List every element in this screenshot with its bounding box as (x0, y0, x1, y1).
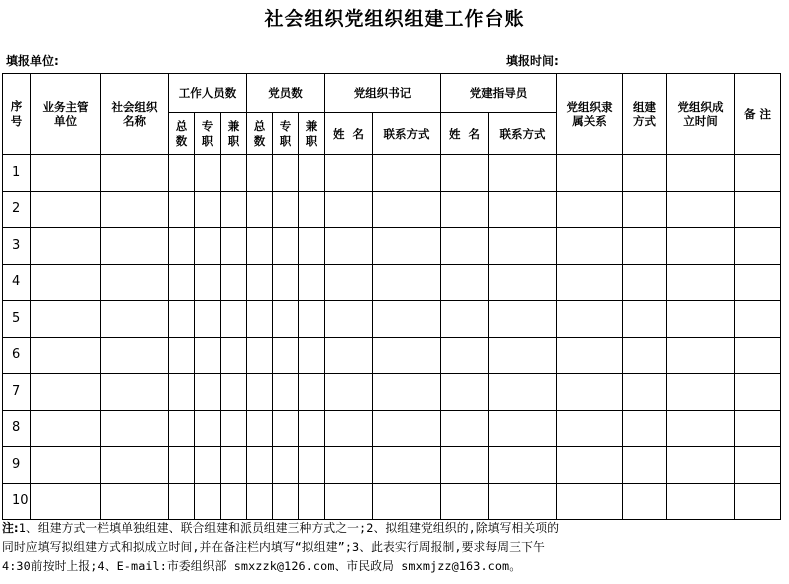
table-cell[interactable] (373, 374, 441, 411)
table-cell[interactable] (623, 410, 667, 447)
table-cell[interactable] (735, 155, 781, 192)
table-cell[interactable] (489, 301, 557, 338)
table-cell[interactable] (667, 374, 735, 411)
header-remarks: 备 注 (735, 74, 781, 155)
table-cell[interactable] (31, 264, 101, 301)
footnote-line-3: 4:30前按时上报;4、E-mail:市委组织部 smxzzk@126.com、市民政局 smxmjzz@163.com。 (2, 559, 522, 573)
table-cell[interactable] (325, 264, 373, 301)
row-seq: 10 (3, 483, 31, 520)
table-cell[interactable] (373, 301, 441, 338)
row-seq: 3 (3, 228, 31, 265)
header-staff-count: 工作人员数 (169, 74, 247, 113)
table-cell[interactable] (489, 483, 557, 520)
table-cell[interactable] (623, 301, 667, 338)
table-cell[interactable] (169, 410, 195, 447)
table-cell[interactable] (299, 301, 325, 338)
table-cell[interactable] (667, 191, 735, 228)
table-cell[interactable] (169, 228, 195, 265)
table-cell[interactable] (325, 483, 373, 520)
table-cell[interactable] (623, 155, 667, 192)
table-cell[interactable] (735, 410, 781, 447)
table-cell[interactable] (31, 410, 101, 447)
table-cell[interactable] (325, 155, 373, 192)
table-cell[interactable] (299, 374, 325, 411)
table-cell[interactable] (221, 337, 247, 374)
table-cell[interactable] (169, 374, 195, 411)
footnote (2, 519, 784, 576)
table-cell[interactable] (325, 228, 373, 265)
table-cell[interactable] (489, 191, 557, 228)
table-cell[interactable] (667, 410, 735, 447)
fill-unit-label: 填报单位: (6, 54, 59, 68)
table-cell[interactable] (101, 447, 169, 484)
footnote-line-1 (2, 519, 784, 538)
table-cell[interactable] (623, 264, 667, 301)
row-seq: 1 (3, 155, 31, 192)
table-cell[interactable] (247, 264, 273, 301)
table-cell[interactable] (667, 301, 735, 338)
footnote-line-2: 同时应填写拟组建方式和拟成立时间,并在备注栏内填写“拟组建”;3、此表实行周报制,要求每周三下午 (2, 540, 545, 554)
table-cell[interactable] (325, 191, 373, 228)
table-cell[interactable] (667, 337, 735, 374)
table-cell[interactable] (557, 191, 623, 228)
table-cell[interactable] (221, 483, 247, 520)
table-cell[interactable] (247, 228, 273, 265)
table-row (3, 155, 781, 192)
fill-time-label: 填报时间: (506, 54, 559, 68)
table-cell[interactable] (441, 155, 489, 192)
row-seq: 8 (3, 410, 31, 447)
table-cell[interactable] (735, 337, 781, 374)
table-cell[interactable] (489, 155, 557, 192)
table-cell[interactable] (735, 301, 781, 338)
table-cell[interactable] (557, 410, 623, 447)
table-cell[interactable] (221, 264, 247, 301)
table-cell[interactable] (169, 301, 195, 338)
table-cell[interactable] (623, 483, 667, 520)
table-cell[interactable] (667, 447, 735, 484)
table-cell[interactable] (325, 447, 373, 484)
table-cell[interactable] (221, 410, 247, 447)
row-seq: 9 (3, 447, 31, 484)
table-cell[interactable] (299, 228, 325, 265)
table-row (3, 337, 781, 374)
table-row (3, 228, 781, 265)
table-cell[interactable] (489, 410, 557, 447)
table-row (3, 410, 781, 447)
table-cell[interactable] (489, 264, 557, 301)
table-cell[interactable] (373, 337, 441, 374)
table-cell[interactable] (273, 191, 299, 228)
table-cell[interactable] (325, 301, 373, 338)
table-cell[interactable] (273, 155, 299, 192)
table-cell[interactable] (623, 228, 667, 265)
table-cell[interactable] (299, 191, 325, 228)
table-cell[interactable] (489, 447, 557, 484)
row-seq: 4 (3, 264, 31, 301)
header-founded: 党组织成立时间 (667, 74, 735, 155)
table-cell[interactable] (667, 483, 735, 520)
table-cell[interactable] (299, 447, 325, 484)
table-cell[interactable] (325, 374, 373, 411)
header-authority: 业务主管单位 (31, 74, 101, 155)
table-cell[interactable] (667, 264, 735, 301)
table-cell[interactable] (441, 264, 489, 301)
table-cell[interactable] (247, 447, 273, 484)
table-cell[interactable] (101, 301, 169, 338)
table-cell[interactable] (31, 447, 101, 484)
table-cell[interactable] (735, 447, 781, 484)
table-cell[interactable] (273, 447, 299, 484)
table-cell[interactable] (441, 374, 489, 411)
table-cell[interactable] (195, 447, 221, 484)
header-secretary-name: 姓 名 (325, 113, 373, 155)
table-row (3, 374, 781, 411)
table-cell[interactable] (101, 155, 169, 192)
table-cell[interactable] (247, 410, 273, 447)
table-cell[interactable] (31, 191, 101, 228)
table-cell[interactable] (273, 264, 299, 301)
ledger-table (2, 73, 781, 520)
table-cell[interactable] (101, 191, 169, 228)
table-cell[interactable] (667, 155, 735, 192)
table-cell[interactable] (169, 447, 195, 484)
table-cell[interactable] (247, 483, 273, 520)
header-staff-total: 总数 (169, 113, 195, 155)
footnote-lead: 注: (2, 521, 19, 535)
header-member-full: 专职 (273, 113, 299, 155)
table-cell[interactable] (169, 155, 195, 192)
table-cell[interactable] (195, 374, 221, 411)
table-cell[interactable] (31, 374, 101, 411)
header-secretary-contact: 联系方式 (373, 113, 441, 155)
table-cell[interactable] (557, 228, 623, 265)
row-seq: 7 (3, 374, 31, 411)
table-cell[interactable] (247, 374, 273, 411)
table-cell[interactable] (557, 447, 623, 484)
table-cell[interactable] (31, 228, 101, 265)
table-cell[interactable] (31, 301, 101, 338)
table-cell[interactable] (623, 447, 667, 484)
table-cell[interactable] (489, 228, 557, 265)
table-cell[interactable] (31, 337, 101, 374)
table-cell[interactable] (273, 337, 299, 374)
table-cell[interactable] (557, 155, 623, 192)
table-cell[interactable] (735, 264, 781, 301)
header-member-count: 党员数 (247, 74, 325, 113)
table-cell[interactable] (221, 155, 247, 192)
table-cell[interactable] (273, 374, 299, 411)
table-cell[interactable] (273, 301, 299, 338)
table-cell[interactable] (101, 483, 169, 520)
header-member-part: 兼职 (299, 113, 325, 155)
table-cell[interactable] (373, 264, 441, 301)
table-cell[interactable] (101, 337, 169, 374)
table-cell[interactable] (373, 447, 441, 484)
table-cell[interactable] (441, 410, 489, 447)
table-cell[interactable] (247, 155, 273, 192)
table-cell[interactable] (735, 191, 781, 228)
table-cell[interactable] (31, 155, 101, 192)
table-cell[interactable] (195, 337, 221, 374)
header-affiliation: 党组织隶属关系 (557, 74, 623, 155)
table-cell[interactable] (735, 483, 781, 520)
header-member-total: 总数 (247, 113, 273, 155)
row-seq: 5 (3, 301, 31, 338)
table-cell[interactable] (221, 447, 247, 484)
table-cell[interactable] (373, 155, 441, 192)
table-cell[interactable] (299, 337, 325, 374)
table-cell[interactable] (273, 483, 299, 520)
table-cell[interactable] (169, 483, 195, 520)
table-cell[interactable] (101, 410, 169, 447)
table-cell[interactable] (195, 191, 221, 228)
table-cell[interactable] (195, 301, 221, 338)
header-instructor: 党建指导员 (441, 74, 557, 113)
table-cell[interactable] (299, 264, 325, 301)
table-cell[interactable] (221, 301, 247, 338)
table-cell[interactable] (557, 337, 623, 374)
table-cell[interactable] (325, 337, 373, 374)
row-seq: 2 (3, 191, 31, 228)
table-cell[interactable] (735, 228, 781, 265)
table-cell[interactable] (247, 337, 273, 374)
table-row (3, 483, 781, 520)
header-org-name: 社会组织名称 (101, 74, 169, 155)
table-row (3, 447, 781, 484)
table-cell[interactable] (489, 374, 557, 411)
table-cell[interactable] (169, 264, 195, 301)
table-cell[interactable] (557, 483, 623, 520)
table-cell[interactable] (623, 337, 667, 374)
table-cell[interactable] (623, 191, 667, 228)
table-cell[interactable] (373, 410, 441, 447)
header-staff-part: 兼职 (221, 113, 247, 155)
table-cell[interactable] (735, 374, 781, 411)
table-row (3, 191, 781, 228)
table-cell[interactable] (195, 228, 221, 265)
table-cell[interactable] (101, 374, 169, 411)
table-cell[interactable] (101, 228, 169, 265)
table-cell[interactable] (441, 337, 489, 374)
table-cell[interactable] (557, 301, 623, 338)
table-cell[interactable] (373, 483, 441, 520)
table-cell[interactable] (441, 191, 489, 228)
table-cell[interactable] (221, 228, 247, 265)
table-cell[interactable] (299, 410, 325, 447)
table-cell[interactable] (373, 228, 441, 265)
table-cell[interactable] (557, 264, 623, 301)
header-instructor-name: 姓 名 (441, 113, 489, 155)
table-row (3, 301, 781, 338)
table-cell[interactable] (299, 483, 325, 520)
table-cell[interactable] (169, 191, 195, 228)
table-cell[interactable] (441, 228, 489, 265)
table-cell[interactable] (247, 301, 273, 338)
header-method: 组建方式 (623, 74, 667, 155)
row-seq: 6 (3, 337, 31, 374)
header-staff-full: 专职 (195, 113, 221, 155)
table-cell[interactable] (489, 337, 557, 374)
table-cell[interactable] (441, 483, 489, 520)
header-secretary: 党组织书记 (325, 74, 441, 113)
ledger-body (3, 155, 781, 520)
header-instructor-contact: 联系方式 (489, 113, 557, 155)
header-seq: 序号 (3, 74, 31, 155)
table-cell[interactable] (247, 191, 273, 228)
table-cell[interactable] (195, 264, 221, 301)
table-cell[interactable] (169, 337, 195, 374)
table-row (3, 264, 781, 301)
table-cell[interactable] (195, 483, 221, 520)
table-cell[interactable] (273, 228, 299, 265)
table-cell[interactable] (299, 155, 325, 192)
table-cell[interactable] (441, 447, 489, 484)
table-cell[interactable] (667, 228, 735, 265)
table-cell[interactable] (195, 155, 221, 192)
page-title: 社会组织党组织组建工作台账 (264, 8, 525, 30)
table-cell[interactable] (441, 301, 489, 338)
footnote-text-1: 1、组建方式一栏填单独组建、联合组建和派员组建三种方式之一;2、拟组建党组织的,除填写相关项的 (18, 521, 560, 535)
table-cell[interactable] (325, 410, 373, 447)
table-cell[interactable] (221, 191, 247, 228)
table-cell[interactable] (195, 410, 221, 447)
table-cell[interactable] (273, 410, 299, 447)
table-cell[interactable] (623, 374, 667, 411)
table-cell[interactable] (373, 191, 441, 228)
table-cell[interactable] (31, 483, 101, 520)
table-cell[interactable] (221, 374, 247, 411)
table-cell[interactable] (557, 374, 623, 411)
table-cell[interactable] (101, 264, 169, 301)
